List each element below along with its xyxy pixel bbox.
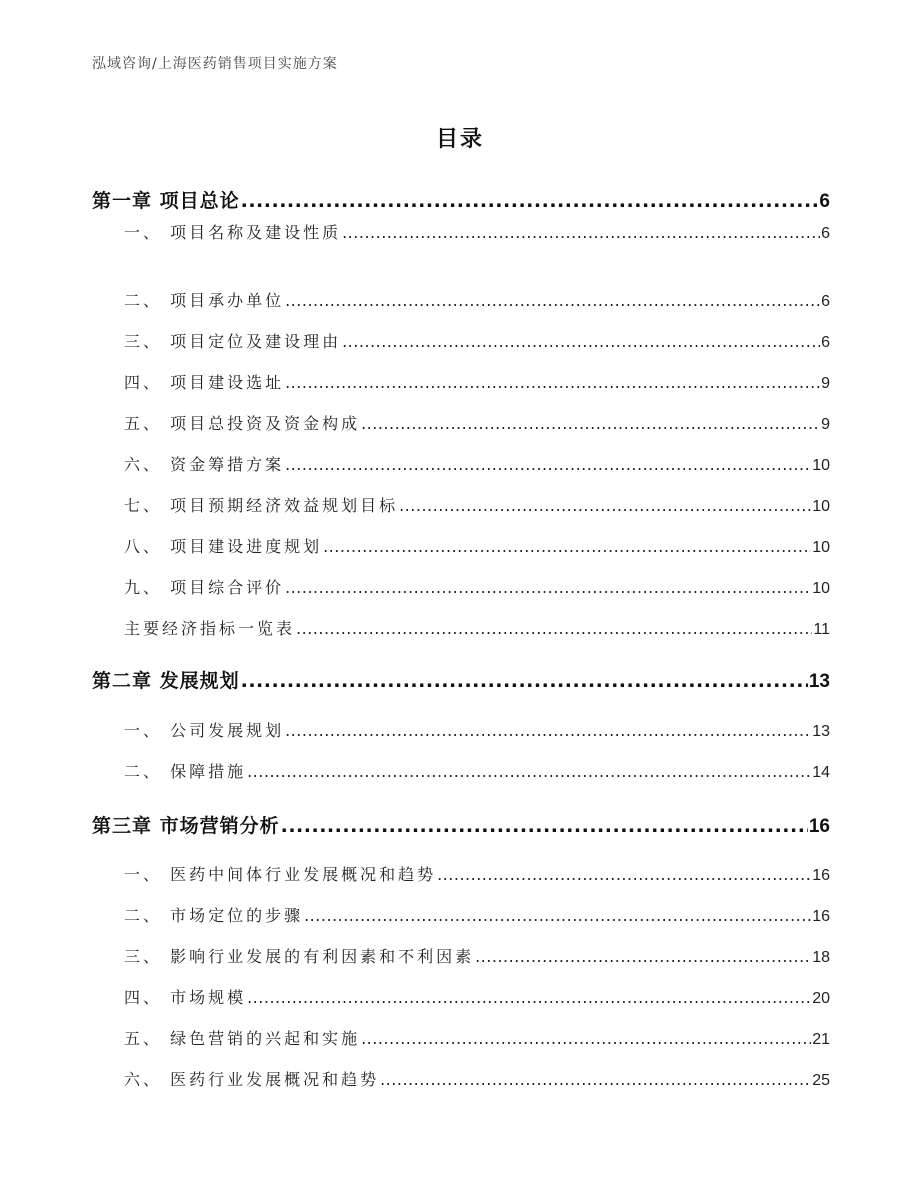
toc-chapter-entry[interactable] [92,811,830,838]
page-header: 泓域咨询/上海医药销售项目实施方案 [92,56,338,72]
toc-entry-label: 一、 项目名称及建设性质 [124,223,342,242]
dot-leader [241,190,819,212]
toc-entry-label: 第三章 市场营销分析 [92,815,280,837]
dot-leader [296,619,812,638]
toc-entry-label: 五、 绿色营销的兴起和实施 [124,1029,361,1048]
toc-entry-label: 三、 项目定位及建设理由 [124,332,342,351]
toc-page-number: 13 [812,723,830,740]
toc-entry-label: 一、 公司发展规划 [124,721,285,740]
dot-leader [437,865,811,884]
dot-leader [361,414,820,433]
toc-section-entry[interactable] [124,1067,830,1090]
toc-page-number: 10 [812,498,830,515]
toc-page-number: 6 [821,293,830,310]
toc-page-number: 18 [812,949,830,966]
dot-leader [281,815,808,837]
toc-section-entry[interactable] [124,616,830,639]
toc-entry-label: 六、 医药行业发展概况和趋势 [124,1070,380,1089]
toc-page-number: 6 [821,225,830,242]
toc-entry-label: 三、 影响行业发展的有利因素和不利因素 [124,947,475,966]
dot-leader [247,762,811,781]
toc-section-entry[interactable] [124,220,830,243]
toc-entry-label: 四、 项目建设选址 [124,373,285,392]
dot-leader [241,670,808,692]
toc-section-entry[interactable] [124,493,830,516]
toc-page-number: 25 [812,1072,830,1089]
toc-section-entry[interactable] [124,411,830,434]
dot-leader [399,496,811,515]
dot-leader [285,578,811,597]
toc-entry-label: 二、 保障措施 [124,762,247,781]
toc-page-number: 9 [821,416,830,433]
dot-leader [361,1029,811,1048]
toc-entry-label: 四、 市场规模 [124,988,247,1007]
toc-section-entry[interactable] [124,1026,830,1049]
toc-page-number: 6 [821,334,830,351]
toc-section-entry[interactable] [124,370,830,393]
toc-page-number: 6 [819,191,830,212]
toc-entry-label: 八、 项目建设进度规划 [124,537,323,556]
dot-leader [285,291,820,310]
dot-leader [304,906,811,925]
toc-section-entry[interactable] [124,862,830,885]
toc-page-number: 20 [812,990,830,1007]
dot-leader [285,455,811,474]
dot-leader [342,223,820,242]
toc-page-number: 11 [813,621,830,638]
toc-page-number: 16 [808,816,830,837]
toc-section-entry[interactable] [124,288,830,311]
toc-page-number: 16 [812,908,830,925]
dot-leader [285,721,811,740]
toc-page-number: 14 [812,764,830,781]
dot-leader [285,373,820,392]
toc-section-entry[interactable] [124,718,830,741]
toc-section-entry[interactable] [124,329,830,352]
toc-section-entry[interactable] [124,452,830,475]
toc-section-entry[interactable] [124,944,830,967]
toc-page-number: 10 [812,457,830,474]
toc-page-number: 13 [808,671,830,692]
dot-leader [342,332,820,351]
toc-entry-label: 七、 项目预期经济效益规划目标 [124,496,399,515]
dot-leader [323,537,811,556]
toc-section-entry[interactable] [124,759,830,782]
toc-entry-label: 第一章 项目总论 [92,190,240,212]
dot-leader [475,947,811,966]
toc-title: 目录 [435,127,484,152]
toc-entry-label: 二、 市场定位的步骤 [124,906,304,925]
toc-section-entry[interactable] [124,575,830,598]
dot-leader [247,988,811,1007]
toc-section-entry[interactable] [124,534,830,557]
toc-page-number: 10 [812,539,830,556]
toc-entry-label: 五、 项目总投资及资金构成 [124,414,361,433]
toc-chapter-entry[interactable] [92,186,830,213]
toc-page-number: 10 [812,580,830,597]
toc-entry-label: 第二章 发展规划 [92,670,240,692]
toc-entry-label: 主要经济指标一览表 [124,619,296,638]
toc-page-number: 16 [812,867,830,884]
toc-section-entry[interactable] [124,985,830,1008]
toc-page-number: 21 [812,1031,830,1048]
toc-entry-label: 一、 医药中间体行业发展概况和趋势 [124,865,437,884]
toc-page-number: 9 [821,375,830,392]
toc-entry-label: 二、 项目承办单位 [124,291,285,310]
toc-entry-label: 六、 资金筹措方案 [124,455,285,474]
toc-section-entry[interactable] [124,903,830,926]
dot-leader [380,1070,811,1089]
toc-entry-label: 九、 项目综合评价 [124,578,285,597]
toc-chapter-entry[interactable] [92,666,830,693]
